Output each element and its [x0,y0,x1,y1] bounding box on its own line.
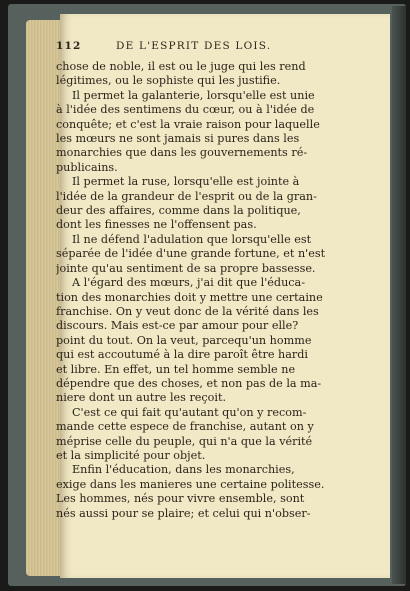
text-line: point du tout. On la veut, parcequ'un homme [56,333,312,347]
text-line: légitimes, ou le sophiste qui les justifie. [56,74,281,88]
text-line: C'est ce qui fait qu'autant qu'on y recom- [72,405,307,419]
text-line: qui est accoutumé à la dire paroît être hardi [56,348,308,362]
text-line: exige dans les manieres une certaine politesse. [56,477,325,491]
running-title: DE L'ESPRIT DES LOIS. [116,40,272,52]
text-line: méprise celle du peuple, qui n'a que la vérité [56,434,313,448]
paragraph [56,60,364,89]
paragraph [56,463,364,521]
book-spine [392,6,406,584]
text-line: tion des monarchies doit y mettre une certaine [56,290,323,304]
paragraph [56,406,364,464]
text-line: et la simplicité pour objet. [56,448,206,462]
text-line: Enfin l'éducation, dans les monarchies, [72,463,295,477]
text-line: Il permet la galanterie, lorsqu'elle est unie [72,88,315,102]
text-line: deur des affaires, comme dans la politique, [56,204,301,218]
text-line: jointe qu'au sentiment de sa propre bassesse. [56,261,316,275]
text-line: conquête; et c'est la vraie raison pour laquelle [56,117,320,131]
text-line: Il permet la ruse, lorsqu'elle est jointe à [72,175,300,189]
paragraph [56,233,364,276]
text-line: chose de noble, il est ou le juge qui les rend [56,60,306,73]
text-line: dépendre que des choses, et non pas de la ma- [56,376,322,390]
paragraph [56,89,364,175]
text-line: niere dont un autre les reçoit. [56,391,227,405]
text-line: et libre. En effet, un tel homme semble ne [56,362,296,376]
text-line: à l'idée des sentimens du cœur, ou à l'idée de [56,103,315,117]
text-line: monarchies que dans les gouvernements ré- [56,146,308,160]
body-text [56,60,364,521]
page-header [56,40,366,56]
text-line: les mœurs ne sont jamais si pures dans les [56,132,300,146]
text-line: nés aussi pour se plaire; et celui qui n'obser- [56,506,311,520]
text-line: séparée de l'idée d'une grande fortune, et n'est [56,247,326,261]
text-line: dont les finesses ne l'offensent pas. [56,218,257,232]
text-line: Les hommes, nés pour vivre ensemble, sont [56,492,305,506]
text-line: publicains. [56,160,118,174]
text-line: Il ne défend l'adulation que lorsqu'elle est [72,232,312,246]
text-line: discours. Mais est-ce par amour pour elle? [56,319,299,333]
text-line: mande cette espece de franchise, autant on y [56,420,314,434]
text-line: franchise. On y veut donc de la vérité dans les [56,304,319,318]
page-number: 112 [56,40,82,52]
text-line: l'idée de la grandeur de l'esprit ou de la gran- [56,189,317,203]
text-line: A l'égard des mœurs, j'ai dit que l'éduca- [72,276,306,290]
paragraph [56,175,364,233]
paragraph [56,276,364,406]
